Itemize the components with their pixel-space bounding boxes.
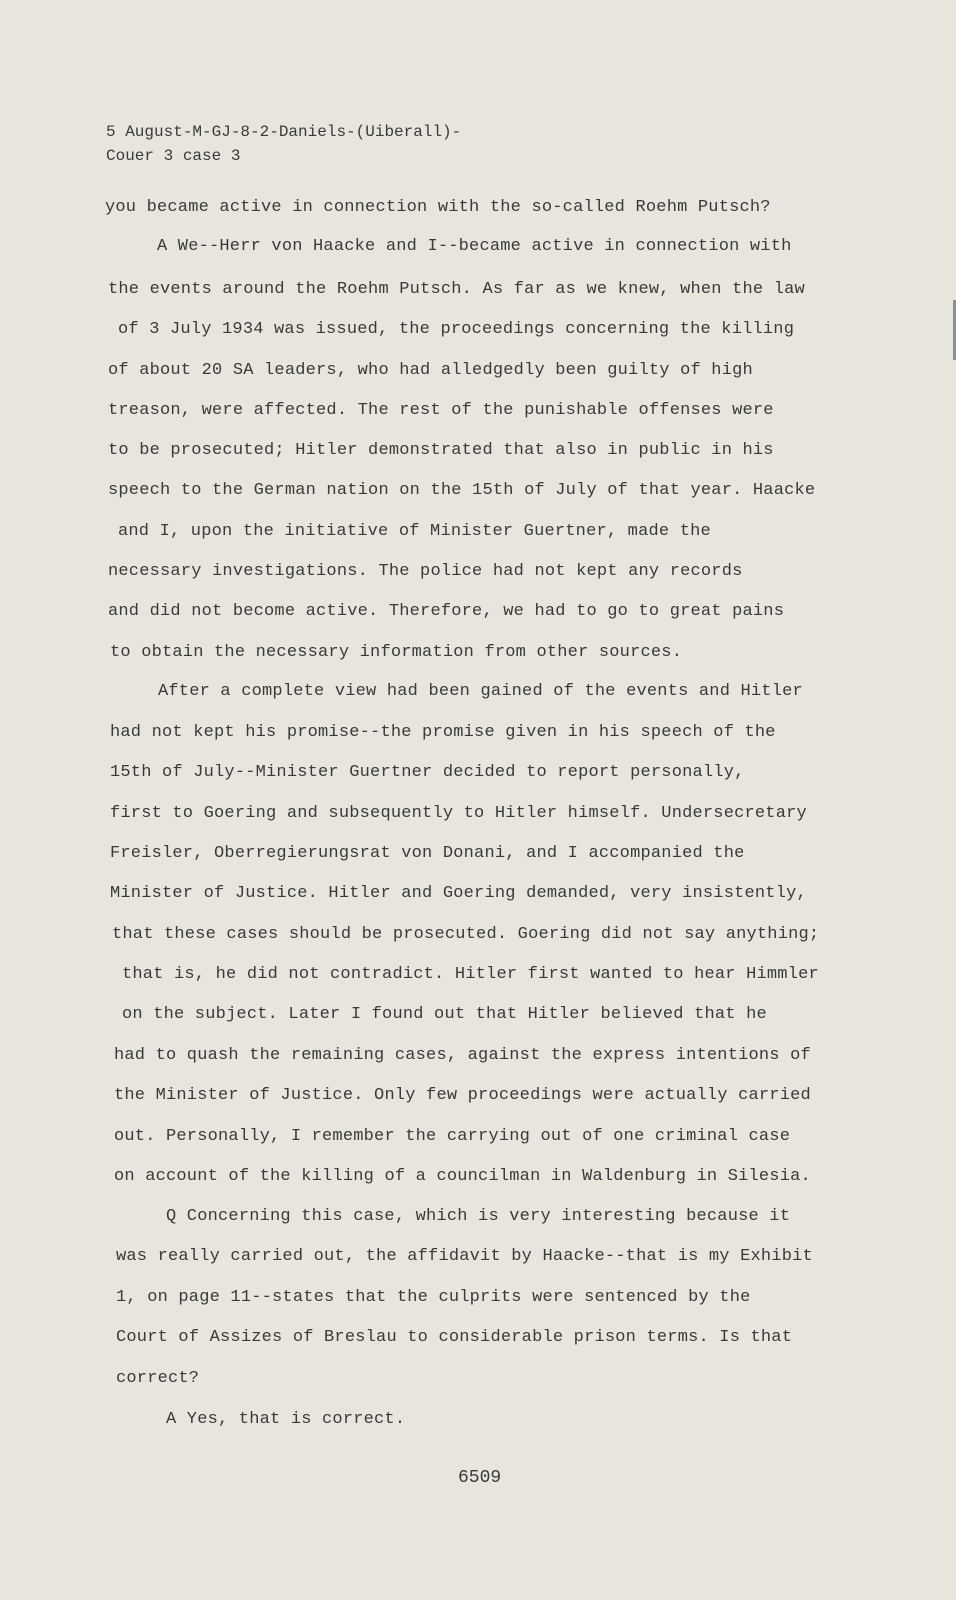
text-line: on the subject. Later I found out that Hitler believed that he	[122, 1005, 767, 1024]
text-line: 15th of July--Minister Guertner decided to report personally,	[110, 763, 745, 782]
text-line: correct?	[116, 1369, 200, 1388]
text-line: Court of Assizes of Breslau to considerable prison terms. Is that	[116, 1328, 793, 1347]
document-header	[106, 120, 461, 168]
text-line: that is, he did not contradict. Hitler first wanted to hear Himmler	[122, 965, 819, 984]
text-line: on account of the killing of a councilman in Waldenburg in Silesia.	[114, 1167, 811, 1186]
text-line: that these cases should be prosecuted. Goering did not say anything;	[112, 925, 820, 944]
text-line: the events around the Roehm Putsch. As far as we knew, when the law	[108, 280, 805, 299]
text-line: Freisler, Oberregierungsrat von Donani, and I accompanied the	[110, 844, 745, 863]
text-line: the Minister of Justice. Only few proceedings were actually carried	[114, 1086, 811, 1105]
text-line: A Yes, that is correct.	[166, 1410, 406, 1429]
text-line: and did not become active. Therefore, we had to go to great pains	[108, 602, 785, 621]
text-line: of about 20 SA leaders, who had alledgedly been guilty of high	[108, 361, 753, 380]
text-line: to be prosecuted; Hitler demonstrated that also in public in his	[108, 441, 774, 460]
header-line-2: Couer 3 case 3	[106, 147, 241, 165]
text-line: first to Goering and subsequently to Hitler himself. Undersecretary	[110, 804, 807, 823]
text-line: speech to the German nation on the 15th of July of that year. Haacke	[108, 481, 816, 500]
text-line: you became active in connection with the so-called Roehm Putsch?	[105, 198, 771, 217]
text-line: After a complete view had been gained of the events and Hitler	[158, 682, 803, 701]
text-line: Q Concerning this case, which is very interesting because it	[166, 1207, 791, 1226]
text-line: to obtain the necessary information from other sources.	[110, 643, 683, 662]
text-line: treason, were affected. The rest of the punishable offenses were	[108, 401, 774, 420]
text-line: of 3 July 1934 was issued, the proceedings concerning the killing	[118, 320, 795, 339]
header-line-1: 5 August-M-GJ-8-2-Daniels-(Uiberall)-	[106, 123, 462, 141]
text-line: was really carried out, the affidavit by Haacke--that is my Exhibit	[116, 1247, 813, 1266]
text-line: out. Personally, I remember the carrying out of one criminal case	[114, 1127, 791, 1146]
text-line: 1, on page 11--states that the culprits were sentenced by the	[116, 1288, 751, 1307]
page-number: 6509	[458, 1468, 502, 1488]
text-line: and I, upon the initiative of Minister Guertner, made the	[118, 522, 711, 541]
text-line: Minister of Justice. Hitler and Goering demanded, very insistently,	[110, 884, 807, 903]
text-line: had not kept his promise--the promise given in his speech of the	[110, 723, 776, 742]
text-line: had to quash the remaining cases, against the express intentions of	[114, 1046, 811, 1065]
text-line: A We--Herr von Haacke and I--became active in connection with	[157, 237, 792, 256]
text-line: necessary investigations. The police had not kept any records	[108, 562, 743, 581]
